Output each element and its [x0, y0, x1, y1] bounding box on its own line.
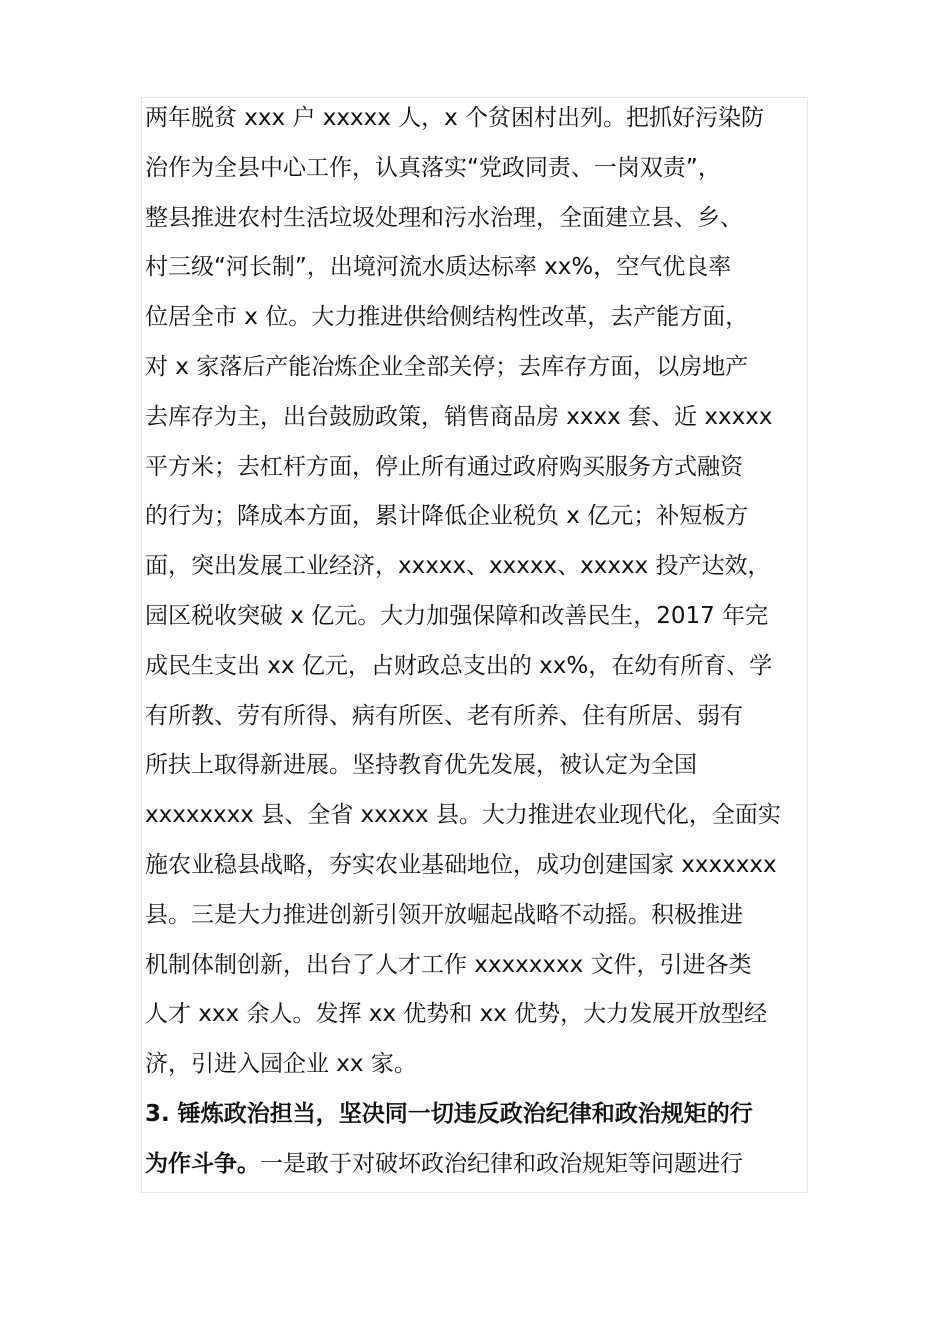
paragraph-line: 的行为；降成本方面，累计降低企业税负 x 亿元；补短板方 [145, 503, 749, 530]
paragraph-line: 有所教、劳有所得、病有所医、老有所养、住有所居、弱有 [145, 702, 743, 729]
paragraph-line: 位居全市 x 位。大力推进供给侧结构性改革，去产能方面， [145, 304, 749, 331]
document-body [145, 94, 813, 1190]
paragraph-line: 机制体制创新，出台了人才工作 xxxxxxxx 文件，引进各类 [145, 951, 752, 978]
paragraph-line: 济，引进入园企业 xx 家。 [145, 1051, 417, 1078]
paragraph-line: 成民生支出 xx 亿元，占财政总支出的 xx%，在幼有所育、学 [145, 652, 773, 679]
paragraph-line: 所扶上取得新进展。坚持教育优先发展，被认定为全国 [145, 752, 697, 779]
paragraph-line: 对 x 家落后产能冶炼企业全部关停；去库存方面，以房地产 [145, 353, 749, 380]
paragraph-line: 村三级“河长制”，出境河流水质达标率 xx%，空气优良率 [145, 254, 732, 281]
section-heading-tail: 为作斗争。 [145, 1150, 260, 1177]
paragraph-line: 两年脱贫 xxx 户 xxxxx 人，x 个贫困村出列。把抓好污染防 [145, 105, 765, 131]
section-heading: 3. 锤炼政治担当，坚决同一切违反政治纪律和政治规矩的行 [145, 1100, 753, 1127]
paragraph-line: 县。三是大力推进创新引领开放崛起战略不动摇。积极推进 [145, 901, 743, 928]
paragraph-line: 园区税收突破 x 亿元。大力加强保障和改善民生，2017 年完 [145, 602, 769, 629]
paragraph-line: 治作为全县中心工作，认真落实“党政同责、一岗双责”， [145, 154, 721, 181]
paragraph-text: 一是敢于对破坏政治纪律和政治规矩等问题进行 [260, 1150, 743, 1177]
section-heading-continuation [145, 1140, 813, 1190]
paragraph-line: 人才 xxx 余人。发挥 xx 优势和 xx 优势，大力发展开放型经 [145, 1001, 768, 1028]
paragraph-line: xxxxxxxx 县、全省 xxxxx 县。大力推进农业现代化，全面实 [145, 802, 781, 829]
paragraph-line: 去库存为主，出台鼓励政策，销售商品房 xxxx 套、近 xxxxx [145, 403, 773, 430]
paragraph-line: 面，突出发展工业经济，xxxxx、xxxxx、xxxxx 投产达效， [145, 553, 771, 580]
paragraph-line: 施农业稳县战略，夯实农业基础地位，成功创建国家 xxxxxxx [145, 851, 777, 878]
paragraph-line: 平方米；去杠杆方面，停止所有通过政府购买服务方式融资 [145, 453, 743, 480]
paragraph-line: 整县推进农村生活垃圾处理和污水治理，全面建立县、乡、 [145, 204, 743, 231]
